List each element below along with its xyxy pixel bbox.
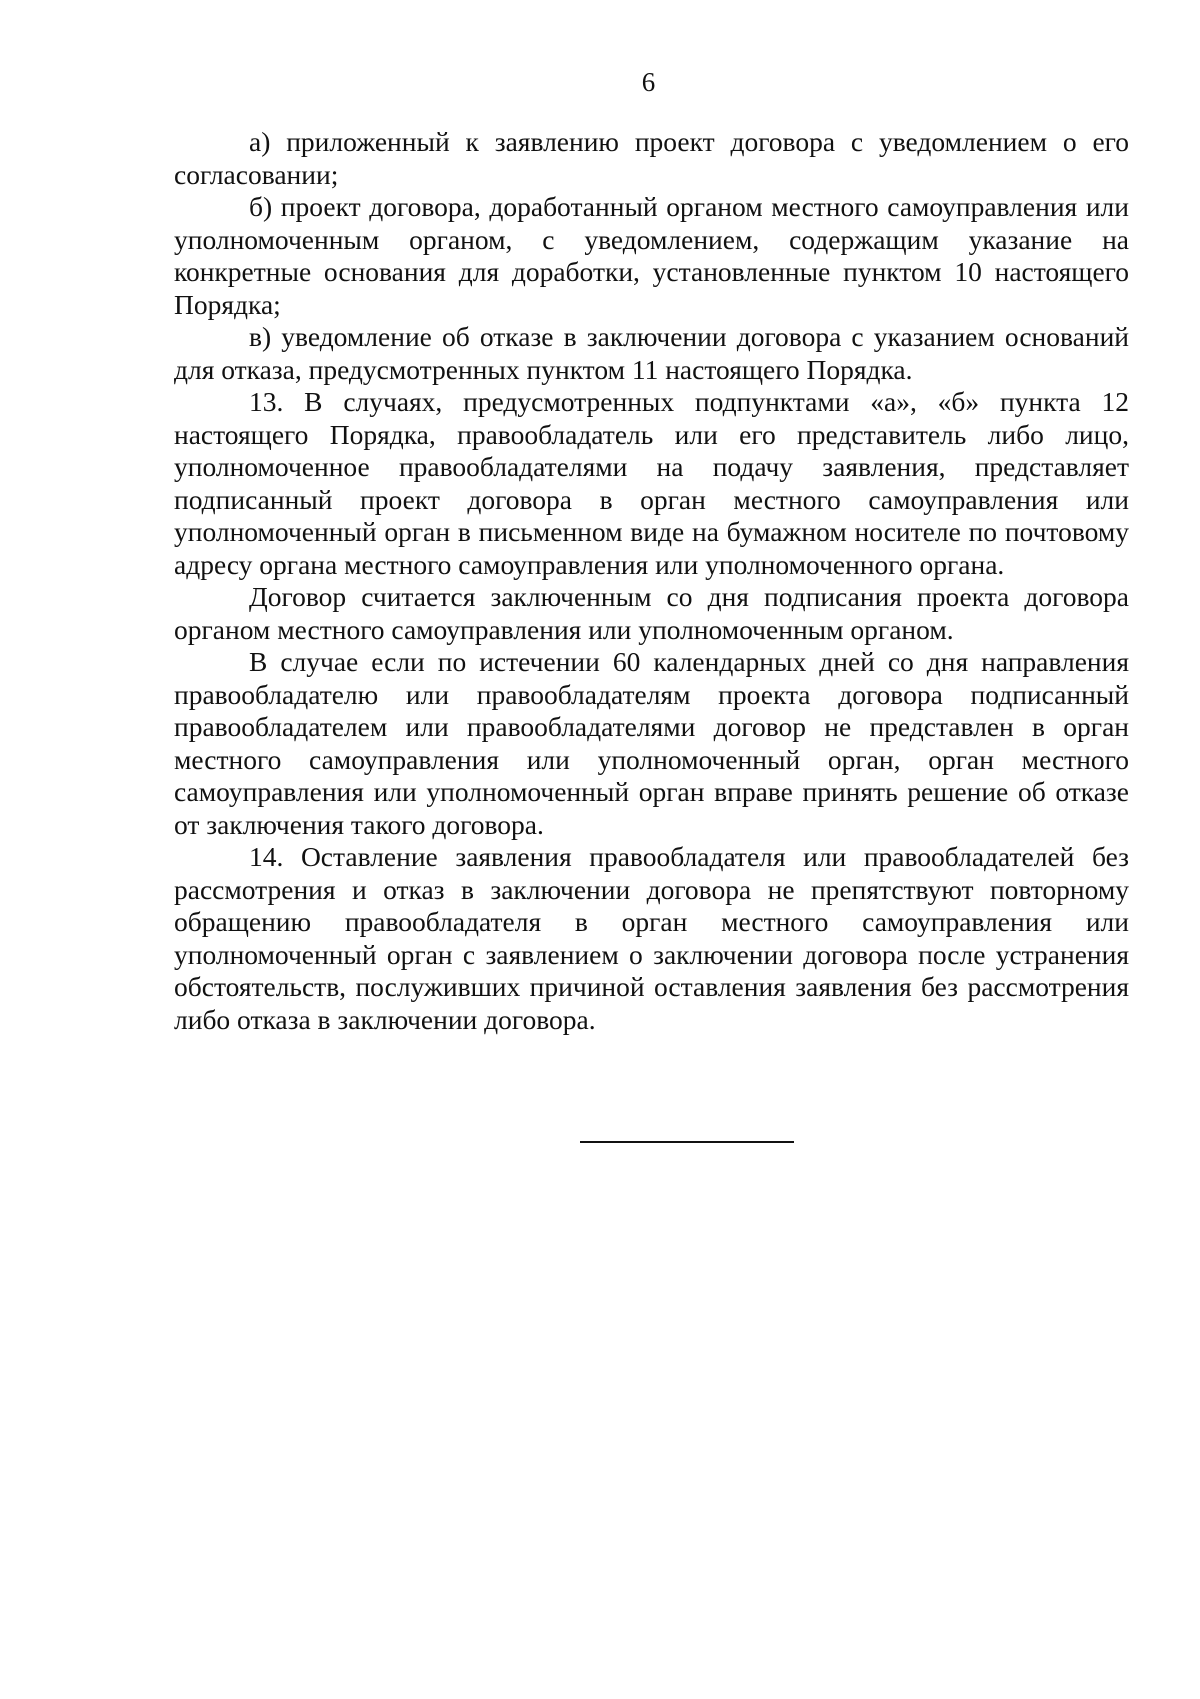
paragraph-v: в) уведомление об отказе в заключении договора с указанием оснований для отказа, предусмотренных пунктом 11 настоящего Порядка. (174, 321, 1129, 385)
end-separator-line (580, 1141, 794, 1143)
document-body (174, 126, 1129, 1036)
paragraph-60-days: В случае если по истечении 60 календарных дней со дня направления правообладателю или правообладателям проекта договора подписанный правообладателем или правообладателями договор не представлен в орган местного самоуправления или уполномоченный орган, орган местного самоуправления или уполномоченный орган вправе принять решение об отказе от заключения такого договора. (174, 646, 1129, 840)
paragraph-a: а) приложенный к заявлению проект договора с уведомлением о его согласовании; (174, 126, 1129, 190)
paragraph-b: б) проект договора, доработанный органом местного самоуправления или уполномоченным органом, с уведомлением, содержащим указание на конкретные основания для доработки, установленные пунктом 10 настоящего Порядка; (174, 191, 1129, 320)
paragraph-13: 13. В случаях, предусмотренных подпунктами «а», «б» пункта 12 настоящего Порядка, правообладатель или его представитель либо лицо, уполномоченное правообладателями на подачу заявления, представляет подписанный проект договора в орган местного самоуправления или уполномоченный орган в письменном виде на бумажном носителе по почтовому адресу органа местного самоуправления или уполномоченного органа. (174, 386, 1129, 580)
page-number: 6 (641, 67, 656, 97)
paragraph-14: 14. Оставление заявления правообладателя или правообладателей без рассмотрения и отказ в заключении договора не препятствуют повторному обращению правообладателя в орган местного самоуправления или уполномоченный орган с заявлением о заключении договора после устранения обстоятельств, послуживших причиной оставления заявления без рассмотрения либо отказа в заключении договора. (174, 841, 1129, 1035)
paragraph-contract-concluded: Договор считается заключенным со дня подписания проекта договора органом местного самоуправления или уполномоченным органом. (174, 581, 1129, 645)
